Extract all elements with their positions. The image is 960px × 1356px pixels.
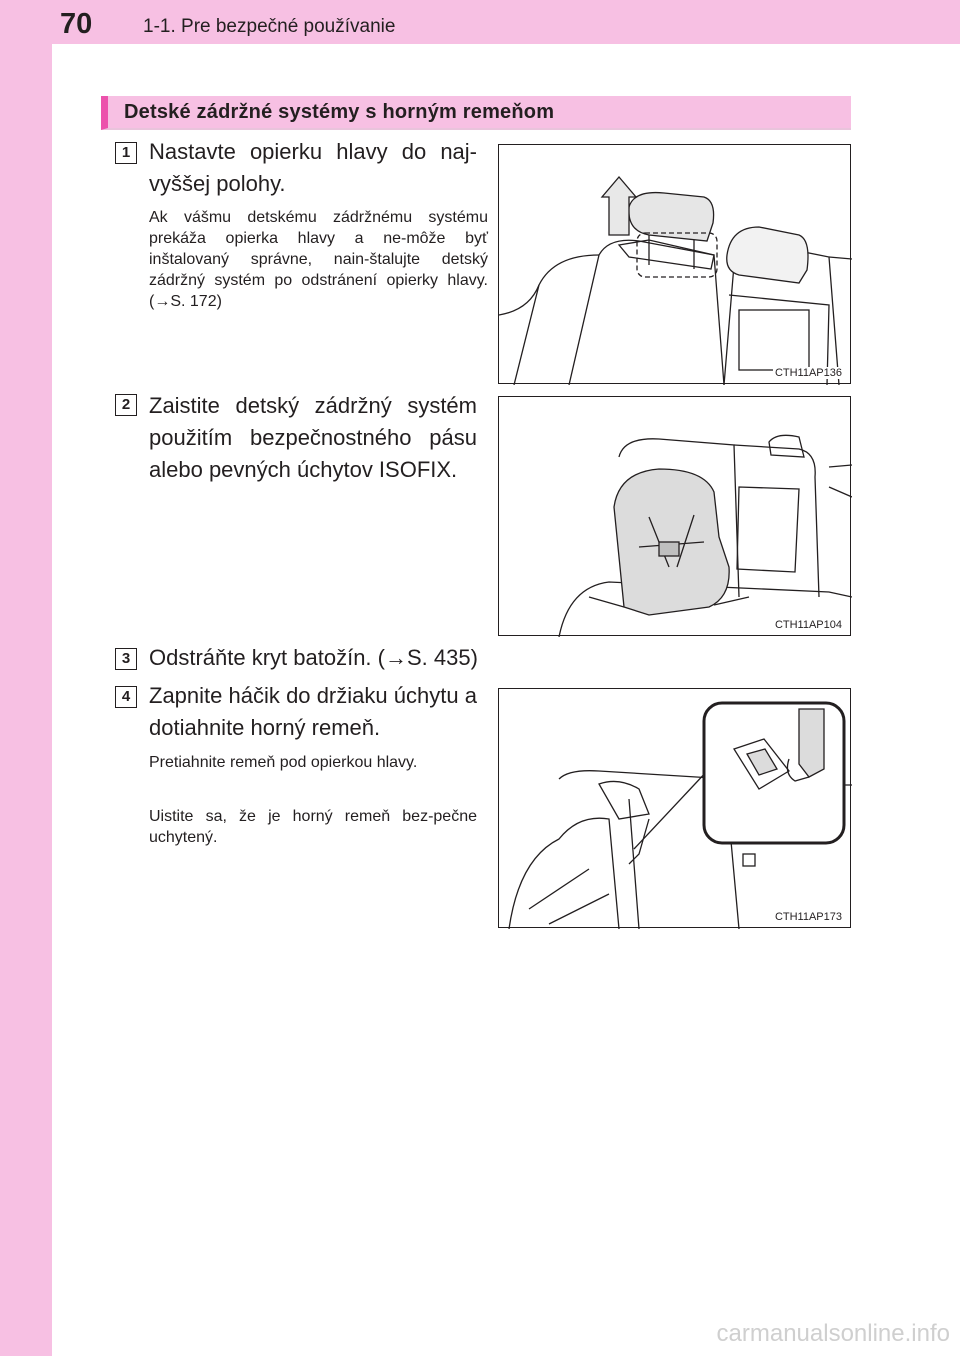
section-title: Detské zádržné systémy s horným remeňom [124,101,555,123]
figure-code-2: CTH11AP104 [774,619,842,631]
step-4-title: Zapnite háčik do držiaku úchytu a dotiahnite horný remeň. [149,683,477,740]
page-number: 70 [60,8,93,40]
step-4-note-2: Uistite sa, že je horný remeň bez-pečne uchytený. [149,808,477,846]
step-4-note-1: Pretiahnite remeň pod opierkou hlavy. [149,754,418,771]
step-number-4: 4 [115,686,137,708]
figure-top-tether-anchor [498,688,851,928]
figure-child-seat-installed [498,396,851,636]
step-3-title: Odstráňte kryt batožín. (→S. 435) [149,645,478,670]
step-1-title: Nastavte opierku hlavy do naj-vyššej polohy. [149,139,477,196]
step-2-title: Zaistite detský zádržný systém použitím bezpečnostného pásu alebo pevných úchytov ISOFIX. [149,393,477,482]
left-margin-band [0,0,52,1356]
step-number-2: 2 [115,394,137,416]
watermark: carmanualsonline.info [716,1320,950,1347]
step-1-note: Ak vášmu detskému zádržnému systému prekáža opierka hlavy a ne-môže byť inštalovaný správne, nain-štalujte detský zádržný systém po odstránení opierky hlavy. (→S. 172) [149,209,488,310]
seat-illustration [499,145,852,385]
figure-code-4: CTH11AP173 [774,911,842,923]
step-number-1: 1 [115,142,137,164]
figure-code-1: CTH11AP136 [774,367,842,379]
child-seat-illustration [499,397,852,637]
figure-headrest-raise [498,144,851,384]
step-number-3: 3 [115,648,137,670]
section-header [101,96,851,130]
tether-illustration [499,689,852,929]
chapter-title: 1-1. Pre bezpečné používanie [143,16,396,37]
